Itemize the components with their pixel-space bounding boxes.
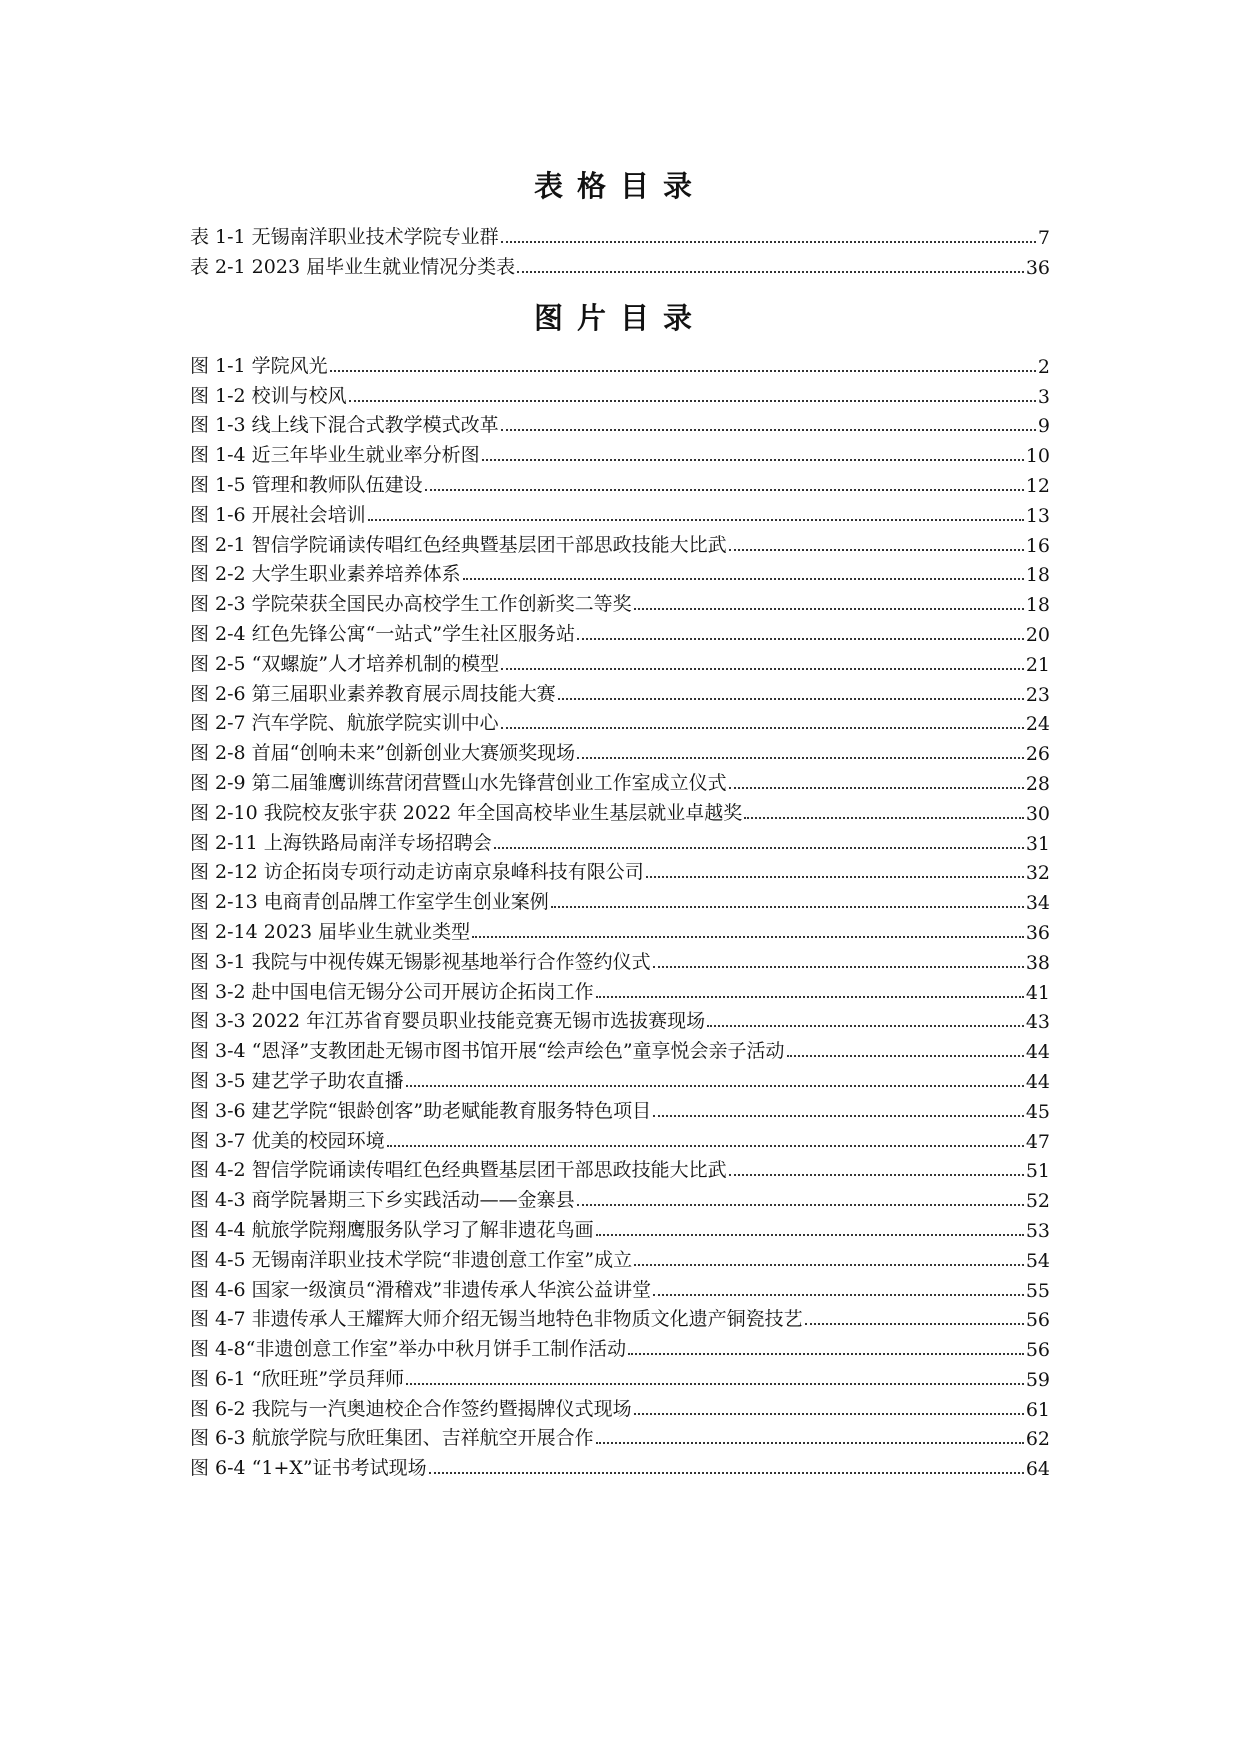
dot-leader bbox=[406, 1383, 1024, 1385]
toc-entry[interactable] bbox=[190, 586, 1050, 616]
toc-entry[interactable] bbox=[190, 825, 1050, 855]
toc-entry-title: 图 3-6 建艺学院“银龄创客”助老赋能教育服务特色项目 bbox=[190, 1099, 652, 1122]
toc-entry-page: 44 bbox=[1025, 1041, 1050, 1064]
toc-entry[interactable] bbox=[190, 855, 1050, 885]
toc-entry-title: 图 4-6 国家一级演员“滑稽戏”非遗传承人华滨公益讲堂 bbox=[190, 1278, 652, 1301]
toc-entry[interactable] bbox=[190, 1182, 1050, 1212]
toc-entry[interactable] bbox=[190, 1063, 1050, 1093]
toc-entry-title: 图 2-8 首届“创响未来”创新创业大赛颁奖现场 bbox=[190, 742, 576, 765]
toc-entry[interactable] bbox=[190, 408, 1050, 438]
toc-entry-title: 图 3-4 “恩泽”支教团赴无锡市图书馆开展“绘声绘色”童享悦会亲子活动 bbox=[190, 1040, 785, 1063]
toc-entry-title: 图 6-3 航旅学院与欣旺集团、吉祥航空开展合作 bbox=[190, 1427, 594, 1450]
toc-entry-title: 图 2-7 汽车学院、航旅学院实训中心 bbox=[190, 712, 499, 735]
toc-entry-title: 图 3-2 赴中国电信无锡分公司开展访企拓岗工作 bbox=[190, 980, 594, 1003]
toc-entry-page: 28 bbox=[1025, 772, 1050, 795]
dot-leader bbox=[501, 429, 1036, 431]
toc-entry-page: 20 bbox=[1025, 623, 1050, 646]
toc-entry[interactable] bbox=[190, 616, 1050, 646]
toc-entry-page: 64 bbox=[1025, 1458, 1050, 1481]
toc-entry-title: 图 1-4 近三年毕业生就业率分析图 bbox=[190, 444, 480, 467]
dot-leader bbox=[494, 847, 1024, 849]
toc-entry-page: 18 bbox=[1025, 564, 1050, 587]
toc-entry-title: 图 1-2 校训与校风 bbox=[190, 384, 347, 407]
toc-entry-page: 7 bbox=[1037, 226, 1050, 249]
toc-entry-title: 图 6-4 “1+X”证书考试现场 bbox=[190, 1457, 427, 1480]
toc-entry[interactable] bbox=[190, 974, 1050, 1004]
dot-leader bbox=[787, 1055, 1024, 1057]
toc-entry[interactable] bbox=[190, 1153, 1050, 1183]
toc-entry-title: 图 2-1 智信学院诵读传唱红色经典暨基层团干部思政技能大比武 bbox=[190, 533, 727, 556]
toc-entry-title: 图 6-1 “欣旺班”学员拜师 bbox=[190, 1367, 405, 1390]
toc-entry[interactable] bbox=[190, 1450, 1050, 1480]
dot-leader bbox=[729, 1174, 1024, 1176]
dot-leader bbox=[551, 906, 1024, 908]
toc-entry-page: 59 bbox=[1025, 1368, 1050, 1391]
toc-entry[interactable] bbox=[190, 1123, 1050, 1153]
toc-entry[interactable] bbox=[190, 765, 1050, 795]
toc-entry-title: 图 1-3 线上线下混合式教学模式改革 bbox=[190, 414, 499, 437]
toc-entry-title: 图 2-10 我院校友张宇获 2022 年全国高校毕业生基层就业卓越奖 bbox=[190, 801, 743, 824]
toc-entry-page: 13 bbox=[1025, 504, 1050, 527]
toc-entry-title: 图 2-3 学院荣获全国民办高校学生工作创新奖二等奖 bbox=[190, 593, 632, 616]
toc-entry-page: 56 bbox=[1025, 1339, 1050, 1362]
dot-leader bbox=[634, 1264, 1024, 1266]
toc-entry-page: 21 bbox=[1025, 653, 1050, 676]
toc-entry-title: 图 2-12 访企拓岗专项行动走访南京泉峰科技有限公司 bbox=[190, 861, 644, 884]
toc-entry-page: 55 bbox=[1025, 1279, 1050, 1302]
toc-entry-page: 9 bbox=[1037, 415, 1050, 438]
toc-entry-title: 图 4-7 非遗传承人王耀辉大师介绍无锡当地特色非物质文化遗产铜瓷技艺 bbox=[190, 1308, 803, 1331]
dot-leader bbox=[596, 1442, 1024, 1444]
toc-entry[interactable] bbox=[190, 437, 1050, 467]
toc-entry-page: 3 bbox=[1037, 385, 1050, 408]
toc-entry-page: 47 bbox=[1025, 1130, 1050, 1153]
dot-leader bbox=[482, 459, 1024, 461]
dot-leader bbox=[707, 1025, 1024, 1027]
toc-entry-title: 图 6-2 我院与一汽奥迪校企合作签约暨揭牌仪式现场 bbox=[190, 1397, 632, 1420]
toc-entry-title: 图 3-3 2022 年江苏省育婴员职业技能竞赛无锡市选拔赛现场 bbox=[190, 1010, 706, 1033]
toc-entry[interactable] bbox=[190, 1331, 1050, 1361]
toc-entry-title: 图 3-5 建艺学子助农直播 bbox=[190, 1069, 404, 1092]
toc-entry-title: 图 4-8“非遗创意工作室”举办中秋月饼手工制作活动 bbox=[190, 1338, 627, 1361]
toc-entry[interactable] bbox=[190, 1361, 1050, 1391]
toc-entry-title: 图 2-6 第三届职业素养教育展示周技能大赛 bbox=[190, 682, 556, 705]
dot-leader bbox=[558, 698, 1024, 700]
dot-leader bbox=[501, 241, 1036, 243]
dot-leader bbox=[634, 608, 1024, 610]
toc-entry-title: 图 3-1 我院与中视传媒无锡影视基地举行合作签约仪式 bbox=[190, 950, 651, 973]
toc-entry[interactable] bbox=[190, 1033, 1050, 1063]
dot-leader bbox=[501, 727, 1024, 729]
dot-leader bbox=[653, 1115, 1024, 1117]
toc-entry-page: 45 bbox=[1025, 1100, 1050, 1123]
toc-entry-page: 52 bbox=[1025, 1190, 1050, 1213]
toc-entry[interactable] bbox=[190, 527, 1050, 557]
toc-entry-page: 23 bbox=[1025, 683, 1050, 706]
toc-entry[interactable] bbox=[190, 884, 1050, 914]
toc-entry-title: 图 4-5 无锡南洋职业技术学院“非遗创意工作室”成立 bbox=[190, 1248, 633, 1271]
dot-leader bbox=[463, 578, 1024, 580]
dot-leader bbox=[429, 1472, 1024, 1474]
toc-entry-page: 51 bbox=[1025, 1160, 1050, 1183]
toc-entry[interactable] bbox=[190, 914, 1050, 944]
dot-leader bbox=[368, 519, 1024, 521]
toc-entry-page: 43 bbox=[1025, 1011, 1050, 1034]
toc-entry-page: 44 bbox=[1025, 1070, 1050, 1093]
dot-leader bbox=[425, 489, 1024, 491]
dot-leader bbox=[729, 787, 1024, 789]
toc-entry-title: 图 4-4 航旅学院翔鹰服务队学习了解非遗花鸟画 bbox=[190, 1218, 594, 1241]
toc-entry-page: 36 bbox=[1025, 921, 1050, 944]
toc-entry-page: 12 bbox=[1025, 474, 1050, 497]
toc-entry-page: 26 bbox=[1025, 743, 1050, 766]
toc-entry[interactable] bbox=[190, 1004, 1050, 1034]
toc-entry[interactable] bbox=[190, 497, 1050, 527]
tables-heading: 表格目录 bbox=[533, 169, 706, 203]
toc-entry-title: 表 2-1 2023 届毕业生就业情况分类表 bbox=[190, 255, 516, 278]
toc-entry-page: 62 bbox=[1025, 1428, 1050, 1451]
toc-entry-title: 图 2-11 上海铁路局南洋专场招聘会 bbox=[190, 831, 492, 854]
toc-entry-title: 图 4-3 商学院暑期三下乡实践活动——金寨县 bbox=[190, 1189, 575, 1212]
toc-entry[interactable] bbox=[190, 1242, 1050, 1272]
toc-entry-page: 41 bbox=[1025, 981, 1050, 1004]
figures-heading: 图片目录 bbox=[533, 301, 706, 335]
toc-entry[interactable] bbox=[190, 1421, 1050, 1451]
dot-leader bbox=[406, 1085, 1024, 1087]
toc-entry-title: 图 2-14 2023 届毕业生就业类型 bbox=[190, 920, 471, 943]
toc-entry[interactable] bbox=[190, 1272, 1050, 1302]
dot-leader bbox=[634, 1413, 1024, 1415]
dot-leader bbox=[472, 936, 1024, 938]
toc-entry-title: 图 1-1 学院风光 bbox=[190, 354, 328, 377]
dot-leader bbox=[577, 757, 1024, 759]
toc-entry-title: 图 2-13 电商青创品牌工作室学生创业案例 bbox=[190, 891, 549, 914]
toc-entry[interactable] bbox=[190, 795, 1050, 825]
dot-leader bbox=[501, 668, 1024, 670]
toc-entry-page: 10 bbox=[1025, 445, 1050, 468]
toc-entry-title: 图 2-2 大学生职业素养培养体系 bbox=[190, 563, 461, 586]
toc-entry-title: 表 1-1 无锡南洋职业技术学院专业群 bbox=[190, 225, 499, 248]
dot-leader bbox=[577, 1204, 1024, 1206]
dot-leader bbox=[330, 370, 1036, 372]
dot-leader bbox=[729, 549, 1024, 551]
dot-leader bbox=[349, 400, 1036, 402]
dot-leader bbox=[653, 1294, 1024, 1296]
toc-entry-page: 56 bbox=[1025, 1309, 1050, 1332]
figures-list bbox=[190, 348, 1050, 1480]
toc-entry-page: 24 bbox=[1025, 713, 1050, 736]
toc-entry-title: 图 2-5 “双螺旋”人才培养机制的模型 bbox=[190, 652, 500, 675]
dot-leader bbox=[653, 966, 1024, 968]
toc-entry-title: 图 2-4 红色先锋公寓“一站式”学生社区服务站 bbox=[190, 622, 576, 645]
toc-entry[interactable] bbox=[190, 1391, 1050, 1421]
toc-entry-page: 16 bbox=[1025, 534, 1050, 557]
toc-entry[interactable] bbox=[190, 557, 1050, 587]
toc-entry-title: 图 4-2 智信学院诵读传唱红色经典暨基层团干部思政技能大比武 bbox=[190, 1159, 727, 1182]
toc-entry-page: 34 bbox=[1025, 892, 1050, 915]
toc-entry-page: 32 bbox=[1025, 862, 1050, 885]
toc-entry[interactable] bbox=[190, 467, 1050, 497]
dot-leader bbox=[577, 638, 1024, 640]
toc-entry-page: 36 bbox=[1025, 256, 1050, 279]
dot-leader bbox=[596, 1234, 1024, 1236]
toc-entry[interactable] bbox=[190, 249, 1050, 279]
toc-entry-title: 图 2-9 第二届雏鹰训练营闭营暨山水先锋营创业工作室成立仪式 bbox=[190, 771, 727, 794]
toc-entry[interactable] bbox=[190, 735, 1050, 765]
toc-entry-page: 38 bbox=[1025, 951, 1050, 974]
toc-entry-page: 18 bbox=[1025, 594, 1050, 617]
toc-entry[interactable] bbox=[190, 219, 1050, 249]
tables-list bbox=[190, 219, 1050, 279]
toc-entry[interactable] bbox=[190, 646, 1050, 676]
dot-leader bbox=[517, 271, 1024, 273]
dot-leader bbox=[387, 1145, 1024, 1147]
toc-entry-page: 53 bbox=[1025, 1219, 1050, 1242]
toc-entry-page: 30 bbox=[1025, 802, 1050, 825]
toc-entry-page: 2 bbox=[1037, 355, 1050, 378]
dot-leader bbox=[744, 817, 1024, 819]
toc-entry-page: 31 bbox=[1025, 832, 1050, 855]
toc-entry-title: 图 3-7 优美的校园环境 bbox=[190, 1129, 385, 1152]
toc-entry[interactable] bbox=[190, 706, 1050, 736]
toc-entry-title: 图 1-6 开展社会培训 bbox=[190, 503, 366, 526]
toc-entry[interactable] bbox=[190, 1093, 1050, 1123]
toc-entry[interactable] bbox=[190, 1302, 1050, 1332]
toc-entry[interactable] bbox=[190, 378, 1050, 408]
toc-entry[interactable] bbox=[190, 1212, 1050, 1242]
toc-entry-page: 61 bbox=[1025, 1398, 1050, 1421]
toc-entry-title: 图 1-5 管理和教师队伍建设 bbox=[190, 473, 423, 496]
toc-entry[interactable] bbox=[190, 348, 1050, 378]
dot-leader bbox=[646, 876, 1024, 878]
dot-leader bbox=[628, 1353, 1024, 1355]
dot-leader bbox=[596, 996, 1024, 998]
toc-entry[interactable] bbox=[190, 676, 1050, 706]
toc-entry-page: 54 bbox=[1025, 1249, 1050, 1272]
toc-entry[interactable] bbox=[190, 944, 1050, 974]
dot-leader bbox=[805, 1323, 1024, 1325]
